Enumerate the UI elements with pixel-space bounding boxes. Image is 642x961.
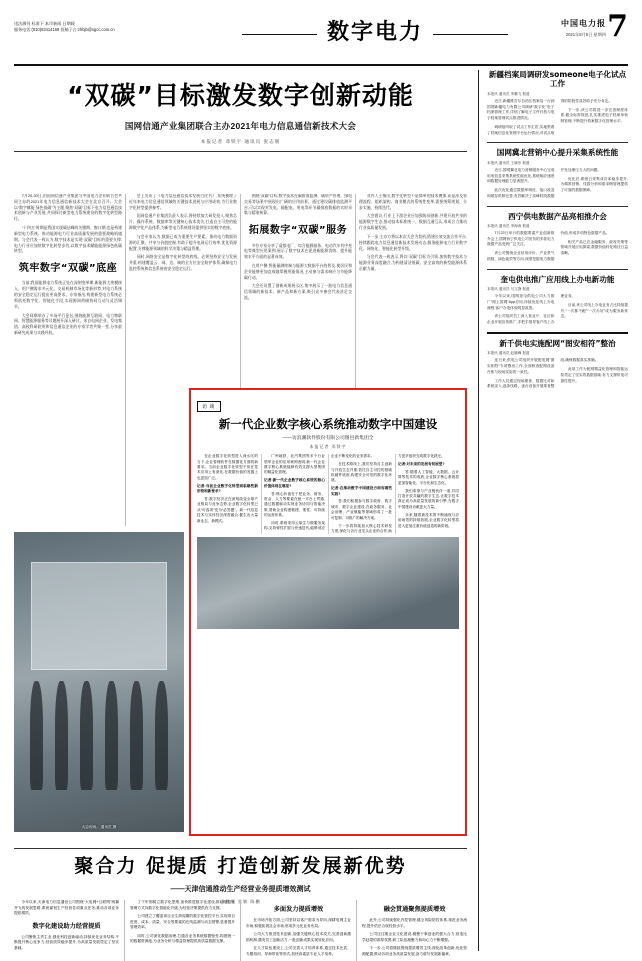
interview-box — [189, 388, 467, 836]
sidebar-article-title: 西宁供电数据产品亮相推介会 — [508, 211, 607, 221]
sidebar-article-body — [487, 168, 628, 200]
bottom-subhead: ——天津信通推动生产经营业务提质增效测试 — [170, 886, 311, 893]
sidebar-article-2 — [487, 148, 628, 199]
paper-date: 2021年8月5日 星期四 — [565, 32, 606, 37]
lead-byline: 本报记者 邓铁宇 通讯员 张志朋 — [200, 138, 281, 144]
paragraph: “十四五”时期是我国实现碳达峰的关键期、窗口期,也是构建新型电力系统、推动能源电力行业高质量发展的重要战略机遇期。与会代表一致认为,数字技术是实现“双碳”目标的重要支撑,电力行业应加快数字化转型步伐,以数字技术赋能能源绿色低碳转型。 — [14, 226, 122, 254]
sidebar-article-3 — [487, 212, 628, 263]
photo-person — [130, 681, 143, 790]
paragraph: 业内人士指出,数字化转型不是简单的技术叠加,而是涉及管理流程、组织架构、商业模式的系统性变革,需要统筹规划、分步实施、持续迭代。 — [359, 194, 467, 210]
masthead — [14, 9, 628, 64]
paragraph: 下一步,该公司将进一步完善制度体系,健全标准规范,扎实推进电子档案单套制管理,不断提升档案数字化管理水平。 — [560, 107, 628, 124]
paragraph: 近日,国网冀北电力营销服务中心完成用电信息采集系统性能优化,系统响应速度和数据处理能力显著提升。 — [487, 167, 555, 184]
sidebar-article-byline: 本报讯 通讯员 王晓东 报道 — [487, 160, 530, 165]
paragraph: 未来,随着新技术的不断涌现与应用场景的持续拓展,企业数字化转型将进入更加注重价值创造的新阶段。 — [398, 512, 459, 528]
paragraph: 了下牢固树立数字化思维,加快推进数字化建设,推动信息化管理方式向数字化智能化升级,为经营决策提供有力支撑。 — [130, 900, 235, 910]
paper-name: 中国电力报 — [561, 19, 606, 28]
paragraph: 与会专家认为,数据已成为重要生产要素。推动电力数据资源的汇聚、共享与价值挖掘,有助于提升电网运行效率,优化资源配置,支撑能源领域的科学决策与精益管理。 — [129, 234, 237, 251]
sidebar-article-title: 新疆档案局调研发someone电子化试点工作 — [488, 70, 627, 89]
interview-tag: 访谈 — [197, 401, 221, 412]
paragraph: 7月20-30日,由国网信通产业集团与中国电力企业联合会共同主办的2021年电力信息通信新技术大会在北京召开。大会以“数字赋能 绿色低碳”为主题,聚焦“双碳”目标下电力信息通信技术创新与产业发展,共同探讨新型电力系统建设的数字化转型路径。 — [14, 194, 122, 222]
sidebar-article-4 — [487, 275, 628, 326]
photo-people-group — [24, 634, 174, 790]
sidebar-article-1 — [487, 70, 628, 136]
sidebar-article-byline: 本报讯 通讯员 赵晓峰 报道 — [487, 351, 530, 356]
interview-question: 记者:新一代企业数字核心系统的核心价值体现在哪里? — [264, 478, 325, 488]
bottom-column-3 — [246, 900, 351, 961]
paragraph: 大会同期举办了多场平行论坛,围绕能源互联网、电力物联网、智慧能源服务等议题展开深入研讨。来自电网企业、发电集团、高校科研院所和信息通信企业的专家学者共聚一堂,分享最新研究成果与实践经验。 — [14, 313, 122, 336]
paragraph: 在市场开拓方面,公司坚持以客户需求为导向,深耕电网主业市场,积极拓展社会市场,形成多元化业务布局。 — [246, 918, 351, 928]
paragraph: 在企业数字化转型进入深水区的当下,企业管理软件在数据化方面的新要求。当前企业数字化转型不但在技术应用上有深化,在数据价值的发掘上也更加广泛。 — [197, 454, 258, 480]
paragraph: 围绕“双碳”目标,数字技术在碳排放监测、碳资产管理、绿电交易等场景中展现出广阔的应用前景。通过建设碳排放监测平台,可以实现对发电、输配电、用电等环节碳排放数据的实时采集与精准核算。 — [244, 194, 352, 216]
paragraph: 此外,公司持续强化内控管理,健全风险防控体系,规范业务流程,提升依法合规经营水平。 — [362, 918, 467, 928]
paragraph: 我们希望与产业链伙伴一道,共同打造开放共赢的数字生态,让数字技术真正成为高质量发展的新引擎,为数字中国建设贡献更大力量。 — [398, 488, 459, 509]
paragraph: 优化后,系统日采集成功率稳步提升,为精准营销、线损分析和需求侧管理提供了可靠的数据保障。 — [560, 176, 628, 193]
lead-photo — [14, 532, 184, 832]
paragraph: 今年以来,国网奎屯供电公司大力推广“网上国网”App应用,持续优化线上办电流程,客户办电体验明显改善。 — [487, 294, 555, 310]
paragraph: 该公司围绕企业信用评价、产业景气指数、绿色能效等方向,深度挖掘电力数据价值,形成多项特色数据产品。 — [487, 231, 610, 261]
sidebar-article-body — [487, 99, 628, 136]
bottom-column-4 — [362, 900, 467, 961]
photo-person — [30, 681, 43, 790]
masthead-contact-info — [14, 18, 242, 34]
lead-section-head-1: 筑牢数字“双碳”底座 — [18, 263, 118, 275]
main-content-column — [14, 70, 467, 957]
sidebar-divider-2 — [487, 206, 628, 207]
paragraph: 答:我们积极参与数字政府、数字城市、数字企业建设,在政务服务、社会治理、产业赋能等领域形成了一批可复制、可推广的解决方案。 — [331, 499, 392, 520]
paragraph: 相关产品已在金融服务、政府决策等领域开展应用探索,数据价值转化路径日益清晰。 — [560, 239, 628, 256]
bottom-byline: 田鹏琴 张敏 陈鹏 — [220, 899, 261, 904]
paragraph: 当前,我国能源电力系统正处在深刻变革期,新能源大规模接入、用户侧需求多元化、交易机制市场化等新形势,对电力系统的安全稳定运行提出更高要求。专家指出,构建新型电力系统必须依托数字化、智能化手段,实现源网荷储协同互动与灵活调节。 — [14, 281, 122, 309]
lead-subhead: 国网信通产业集团联合主办2021年电力信息通信新技术大会 — [124, 120, 357, 131]
photo-person — [55, 681, 68, 790]
column-rule-2 — [240, 900, 241, 961]
masthead-section-title-wrap — [242, 18, 508, 45]
interview-photo — [197, 537, 459, 629]
sidebar-article-5 — [487, 339, 628, 390]
sidebar-article-byline: 本报讯 通讯员 李鹏飞 报道 — [487, 91, 530, 96]
sidebar-divider-4 — [487, 332, 628, 334]
sidebar-article-title: 奎屯供电推广应用线上办电新功能 — [500, 274, 615, 284]
paragraph: 在人才队伍建设上,公司完善人才培养体系,通过技术比武、专题培训、导师带徒等形式,加快高素质专业人才培养。 — [246, 946, 351, 957]
bottom-section-head-3: 融会贯通聚焦提质增效 — [383, 906, 446, 913]
bottom-columns — [14, 900, 467, 961]
paragraph: 连日来,供电公司组织开展配电网“图实相符”专项整治工作,全面核查配网设备台账与现场实际的一致性。 — [487, 358, 555, 374]
paragraph: 公司建立了覆盖项目全生命周期的数字化管控平台,实现项目进度、成本、质量、安全等要素的在线监测与动态预警,显著提升管理效率。 — [130, 914, 235, 930]
paragraph: 大会倡议,行业上下游企业应加强协同创新,共建开放共享的能源数字生态,推动技术标准统一、数据互通互认,形成合力推动行业高质量发展。 — [359, 214, 467, 231]
paragraph: 7月23日举行的数据要素产业创新推介会上,国网西宁供电公司发布的多款电力数据产品受到广泛关注。 — [487, 231, 555, 247]
paragraph: 广州地铁、北汽集团等多个行业领军企业的应用案例表明,新一代企业数字核心系统能够有效支撑大型集团的精益化管理。 — [264, 454, 325, 475]
sidebar-article-byline: 本报讯 通讯员 马文静 报道 — [487, 287, 530, 292]
paragraph: 在技术路线上,我们坚持自主创新与开放生态并重,依托自主可控的基础软硬件底座,构建安全可信的数字化环境。 — [331, 462, 392, 483]
sidebar-divider-3 — [487, 269, 628, 270]
lead-divider — [14, 151, 467, 152]
sidebar-article-body — [487, 358, 628, 390]
sidebar-article-title: 新千供电实施配网“图安相符”整治 — [499, 338, 616, 348]
bottom-column-1 — [14, 900, 119, 961]
paragraph: 此项工作为配网精益化管理和智能运检奠定了坚实的数据基础,有力支撑供电可靠性提升。 — [560, 367, 628, 383]
bottom-headline: 聚合力 促提质 打造创新发展新优势 — [74, 855, 407, 877]
paragraph: 公司还注重企业文化建设,凝聚干事创业的强大合力,营造比学赶超的浓厚氛围,职工队伍凝聚力和向心力不断增强。 — [362, 932, 467, 942]
masthead-left-line-2: 服务电话:(010)63414169 投稿子台:zhbjb@sgcc.com.cn — [14, 27, 115, 33]
paragraph: 调研组听取了试点工作汇报,实地察看了档案信息化管理平台运行情况,对试点取得的阶段性成效给予充分肯定。 — [487, 98, 613, 135]
interview-subtitle: ——访浪潮软件股份有限公司图邑新集团全 — [282, 436, 374, 442]
paragraph: 近日,新疆维吾尔自治区档案局一行到国网新疆电力有限公司调研“数字化”电子档案管理工作,详细了解电子文件归档与电子档案管理试点推进情况。 — [487, 98, 555, 121]
interview-columns — [197, 454, 459, 534]
column-rule-1 — [125, 194, 126, 526]
bottom-divider — [14, 848, 467, 849]
paragraph: 国网信通产业集团负责人表示,将持续加大研发投入,聚焦芯片、操作系统、数据库等关键核心技术攻关,打造自主可控的能源数字化产品体系,为新型电力系统建设提供坚实的数字底座。 — [129, 214, 237, 231]
photo-caption: 大会现场。 通讯员 摄 — [81, 825, 117, 829]
right-sidebar-column — [478, 70, 628, 951]
paragraph: 会上发布了《电力信息通信技术发展白皮书》,系统梳理了近年来电力信息通信领域的关键技术进展与应用成效,为行业数字化转型提供参考。 — [129, 194, 237, 210]
interview-question: 记者:在推动数字中国建设方面有哪些实践? — [331, 486, 392, 496]
interview-question: 记者:对未来的发展有何展望? — [398, 462, 445, 467]
paragraph: 与会代表一致表示,将以“双碳”目标为引领,加快数字技术与能源业务深度融合,为构建清洁低碳、安全高效的新型能源体系贡献力量。 — [359, 255, 467, 272]
paragraph: 目前,该公司线上办电业务占比持续提升,“一次都不跑”“一次办好”成为服务新常态。 — [560, 302, 628, 319]
bottom-article — [14, 842, 467, 961]
interview-question: 记者:当前企业数字化转型面临哪些新形势和新要求? — [197, 483, 258, 494]
lead-column-1 — [14, 194, 122, 526]
lead-section-head-2: 拓展数字“双碳”服务 — [248, 225, 348, 237]
interview-byline: 本报记者 邓铁宇 — [309, 444, 347, 450]
paragraph: 大会还设置了创新成果展示区,集中展示了一批电力信息通信领域的新技术、新产品和新方案,吸引众多参会代表驻足交流。 — [244, 284, 352, 301]
paragraph: 该公司组织员工深入营业厅、社区和企业开展宣传推广,手把手指导客户线上办理业务。 — [487, 294, 576, 325]
column-rule-1 — [124, 900, 125, 961]
paragraph: 此次优化通过数据库调优、接口改造和缓存机制完善,有效解决了高峰时段数据并发处理压力大的问题。 — [487, 167, 602, 198]
paragraph: 公司聚焦主责主业,强化科技创新驱动,持续优化业务结构,不断提升核心竞争力,经营质效稳步提升,为高质量发展奠定了坚实基础。 — [14, 934, 119, 951]
paragraph: 同时,公司深化数据治理,打通各业务系统数据壁垒,构建统一的数据资源池,为业务分析与精益管理提供高质量数据支撑。 — [130, 933, 235, 944]
paragraph: 同时,系统采用云原生与微服务架构,支持弹性扩展与快速迭代,能够适应企业不断变化的业务需求。 — [264, 454, 375, 531]
lead-headline: “双碳”目标激发数字创新动能 — [67, 81, 414, 110]
photo-person — [105, 681, 118, 790]
paragraph: 工作人员通过现场勘查、数据比对和系统录入,逐条线路、逐台设备开展排查整改,确保数据真实准确。 — [487, 358, 599, 389]
section-title: 数字电力 — [317, 22, 433, 44]
bottom-column-2 — [130, 900, 235, 961]
sidebar-divider-1 — [487, 142, 628, 143]
page-body — [14, 70, 628, 957]
sidebar-article-body — [487, 231, 628, 263]
paragraph: 今年以来,天津电力信息通信公司围绕“大电网+互联网”两翼齐飞的发展思路,系统谋划生产经营各项重点任务,推动各项业务提质增效。 — [14, 900, 119, 916]
photo-person — [155, 681, 168, 790]
interview-title: 新一代企业数字核心系统推动数字中国建设 — [218, 417, 438, 431]
paragraph: 在用户侧,智能量测终端与能源大数据平台的普及,使居民和企业能够更加直观地掌握用能情况,主动参与需求响应与节能降碳行动。 — [244, 263, 352, 280]
column-rule-3 — [356, 900, 357, 961]
masthead-bottom-rule — [14, 64, 628, 66]
paragraph: 下一步,公司将继续围绕提质增效主线,深化改革创新,优化资源配置,推动各项业务高质量发展,奋力谱写发展新篇章。 — [362, 946, 467, 957]
sidebar-article-title: 国网冀北营销中心提升采集系统性能 — [496, 148, 619, 158]
sidebar-article-byline: 本报讯 通讯员 李海涛 报道 — [487, 224, 530, 229]
bottom-section-head-1: 数字化建设助力经营提质 — [32, 922, 101, 930]
page-number: 7 — [607, 9, 628, 44]
paragraph: 同时,网络安全是数字化转型的底线。必须坚持安全与发展并重,构建覆盖云、网、边、端的全方位安全防护体系,确保电力监控系统和信息系统的安全稳定运行。 — [129, 255, 237, 272]
masthead-paper-info — [508, 9, 628, 44]
photo-person — [80, 681, 93, 790]
masthead-left-line-1: 违法测刊 标准下 本市新闻 日期载 — [14, 21, 75, 26]
paragraph: 下一步,主办方将以本次大会为契机,搭建长效交流合作平台,持续跟踪电力信息通信新技术发展动态,服务能源电力行业数字化、网络化、智能化转型升级。 — [359, 234, 467, 251]
paragraph: 答:随着人工智能、大数据、云计算等技术的成熟,企业数字核心系统将更加智能化、平台化和生态化。 — [398, 470, 459, 485]
paragraph: 公司大力推进技术创新,加强关键核心技术攻关,完善创新激励机制,激发员工创新活力,一批创新成果实现转化应用。 — [246, 932, 351, 942]
bottom-section-head-2: 多面发力提质增效 — [273, 906, 324, 913]
paragraph: 答:核心价值在于把业务、财务、资金、人力等要素在统一平台上贯通,通过数据驱动实现业务协同与智能决策,帮助企业构建敏捷、柔性、可持续的运营体系。 — [264, 491, 325, 518]
paragraph: 下一步将持续加大核心技术研发力度,深化与各行业龙头企业的合作,助力更多组织完成数字化跃迁。 — [331, 454, 445, 533]
paragraph: 多位专家分享了虚拟电厂、综合能源服务、电动汽车有序充电等典型应用案例,展示了数字技术在促进新能源消纳、提升能效水平方面的显著成效。 — [244, 243, 352, 260]
paragraph: 答:数字经济正在深刻改变全球产业格局与竞争态势,企业数字化转型已从“可选项”变为“必答题”。新一代信息技术与实体经济深度融合,催生出大量新业态、新模式。 — [197, 496, 258, 523]
sidebar-article-body — [487, 294, 628, 326]
